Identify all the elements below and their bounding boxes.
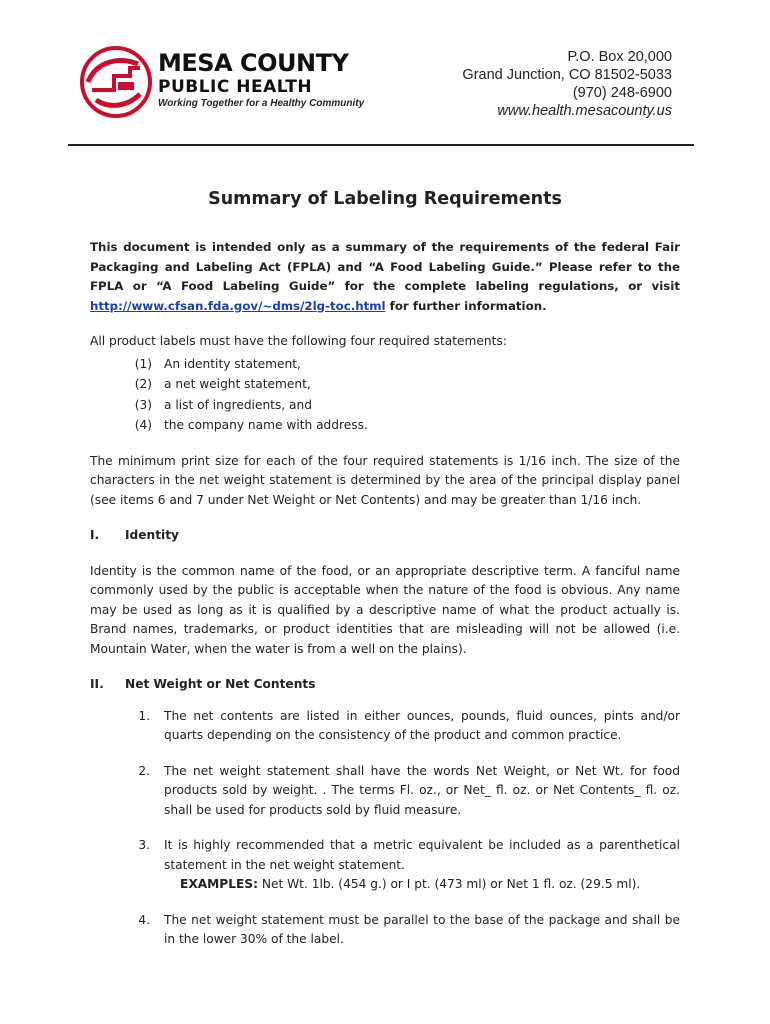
list-text: An identity statement, bbox=[164, 356, 301, 371]
list-text: a net weight statement, bbox=[164, 377, 311, 391]
website-link[interactable]: www.health.mesacounty.us bbox=[497, 103, 672, 119]
list-number: (1) bbox=[134, 356, 152, 371]
page-title: Summary of Labeling Requirements bbox=[208, 189, 562, 209]
header-divider bbox=[68, 144, 694, 146]
list-number: (4) bbox=[134, 418, 152, 432]
section-heading-identity bbox=[90, 526, 680, 546]
list-number: 2. bbox=[138, 763, 150, 778]
list-number: (2) bbox=[134, 377, 152, 391]
list-item bbox=[90, 395, 680, 416]
list-text: The net contents are listed in either ounces, pounds, fluid ounces, pints and/or quarts depending on the consistency of the product and common practice. bbox=[164, 708, 680, 742]
list-item bbox=[90, 762, 680, 821]
logo-emblem-icon bbox=[78, 42, 156, 122]
required-statements-list bbox=[90, 354, 680, 436]
list-item bbox=[90, 707, 680, 746]
list-item bbox=[90, 911, 680, 950]
examples-label: EXAMPLES: bbox=[180, 877, 258, 891]
required-statements-intro: All product labels must have the following four required statements: bbox=[90, 334, 507, 348]
list-text: the company name with address. bbox=[164, 418, 368, 432]
section-title: Net Weight or Net Contents bbox=[125, 677, 316, 691]
intro-paragraph bbox=[90, 238, 680, 316]
section-title: Identity bbox=[125, 528, 179, 542]
list-item bbox=[90, 374, 680, 395]
fda-guide-link[interactable]: http://www.cfsan.fda.gov/~dms/2lg-toc.html bbox=[90, 298, 386, 313]
list-item bbox=[90, 836, 680, 895]
list-item bbox=[90, 354, 680, 375]
section-number: I. bbox=[90, 528, 100, 542]
list-number: (3) bbox=[134, 397, 152, 412]
section-number: II. bbox=[90, 677, 104, 691]
mesa-county-logo bbox=[78, 42, 368, 122]
list-number: 4. bbox=[138, 912, 150, 927]
list-item bbox=[90, 415, 680, 436]
identity-paragraph: Identity is the common name of the food, or an appropriate descriptive term. A fanciful name commonly used by the public is acceptable when the nature of the food is obvious. Any name may be used as long as it is qualified by a descriptive name of what the product actually is. Brand names, trademarks, or product identities that are misleading will not be allowed (i.e. Mountain Water, when the water is from a well on the plains). bbox=[90, 563, 680, 656]
contact-address bbox=[462, 48, 672, 120]
examples-line bbox=[164, 877, 640, 891]
list-text-block bbox=[164, 836, 680, 895]
section-heading-net-weight bbox=[90, 675, 680, 695]
org-name: MESA COUNTY bbox=[158, 49, 349, 77]
intro-text-end: for further information. bbox=[385, 298, 547, 313]
org-subtitle: PUBLIC HEALTH bbox=[158, 77, 313, 97]
list-text: The net weight statement must be parallel to the base of the package and shall be in the lower 30% of the label. bbox=[164, 912, 680, 946]
list-number: 1. bbox=[138, 708, 150, 723]
list-text: It is highly recommended that a metric equivalent be included as a parenthetical statement in the net weight statement. bbox=[164, 838, 680, 872]
address-line-1: P.O. Box 20,000 bbox=[567, 49, 672, 65]
list-text: The net weight statement shall have the words Net Weight, or Net Wt. for food products sold by weight. . The terms Fl. oz., or Net_ fl. oz. or Net Contents_ fl. oz. shall be used for products sold by fluid measure. bbox=[164, 763, 680, 817]
address-line-2: Grand Junction, CO 81502-5033 bbox=[462, 67, 672, 83]
net-weight-list bbox=[90, 707, 680, 950]
examples-text: Net Wt. 1lb. (454 g.) or I pt. (473 ml) or Net 1 fl. oz. (29.5 ml). bbox=[257, 877, 641, 891]
list-text: a list of ingredients, and bbox=[164, 397, 312, 412]
list-number: 3. bbox=[138, 838, 150, 852]
org-tagline: Working Together for a Healthy Community bbox=[158, 98, 365, 109]
print-size-paragraph: The minimum print size for each of the four required statements is 1/16 inch. The size of the characters in the net weight statement is determined by the area of the principal display panel (see items 6 and 7 under Net Weight or Net Contents) and may be greater than 1/16 inch. bbox=[90, 453, 680, 507]
intro-text: This document is intended only as a summary of the requirements of the federal Fair Packaging and Labeling Act (FPLA) and “A Food Labeling Guide.” Please refer to the FPLA or “A Food Labeling Guide” for the complete labeling regulations, or visit bbox=[90, 240, 680, 293]
phone-number: (970) 248-6900 bbox=[572, 85, 672, 101]
document-body bbox=[90, 182, 680, 966]
